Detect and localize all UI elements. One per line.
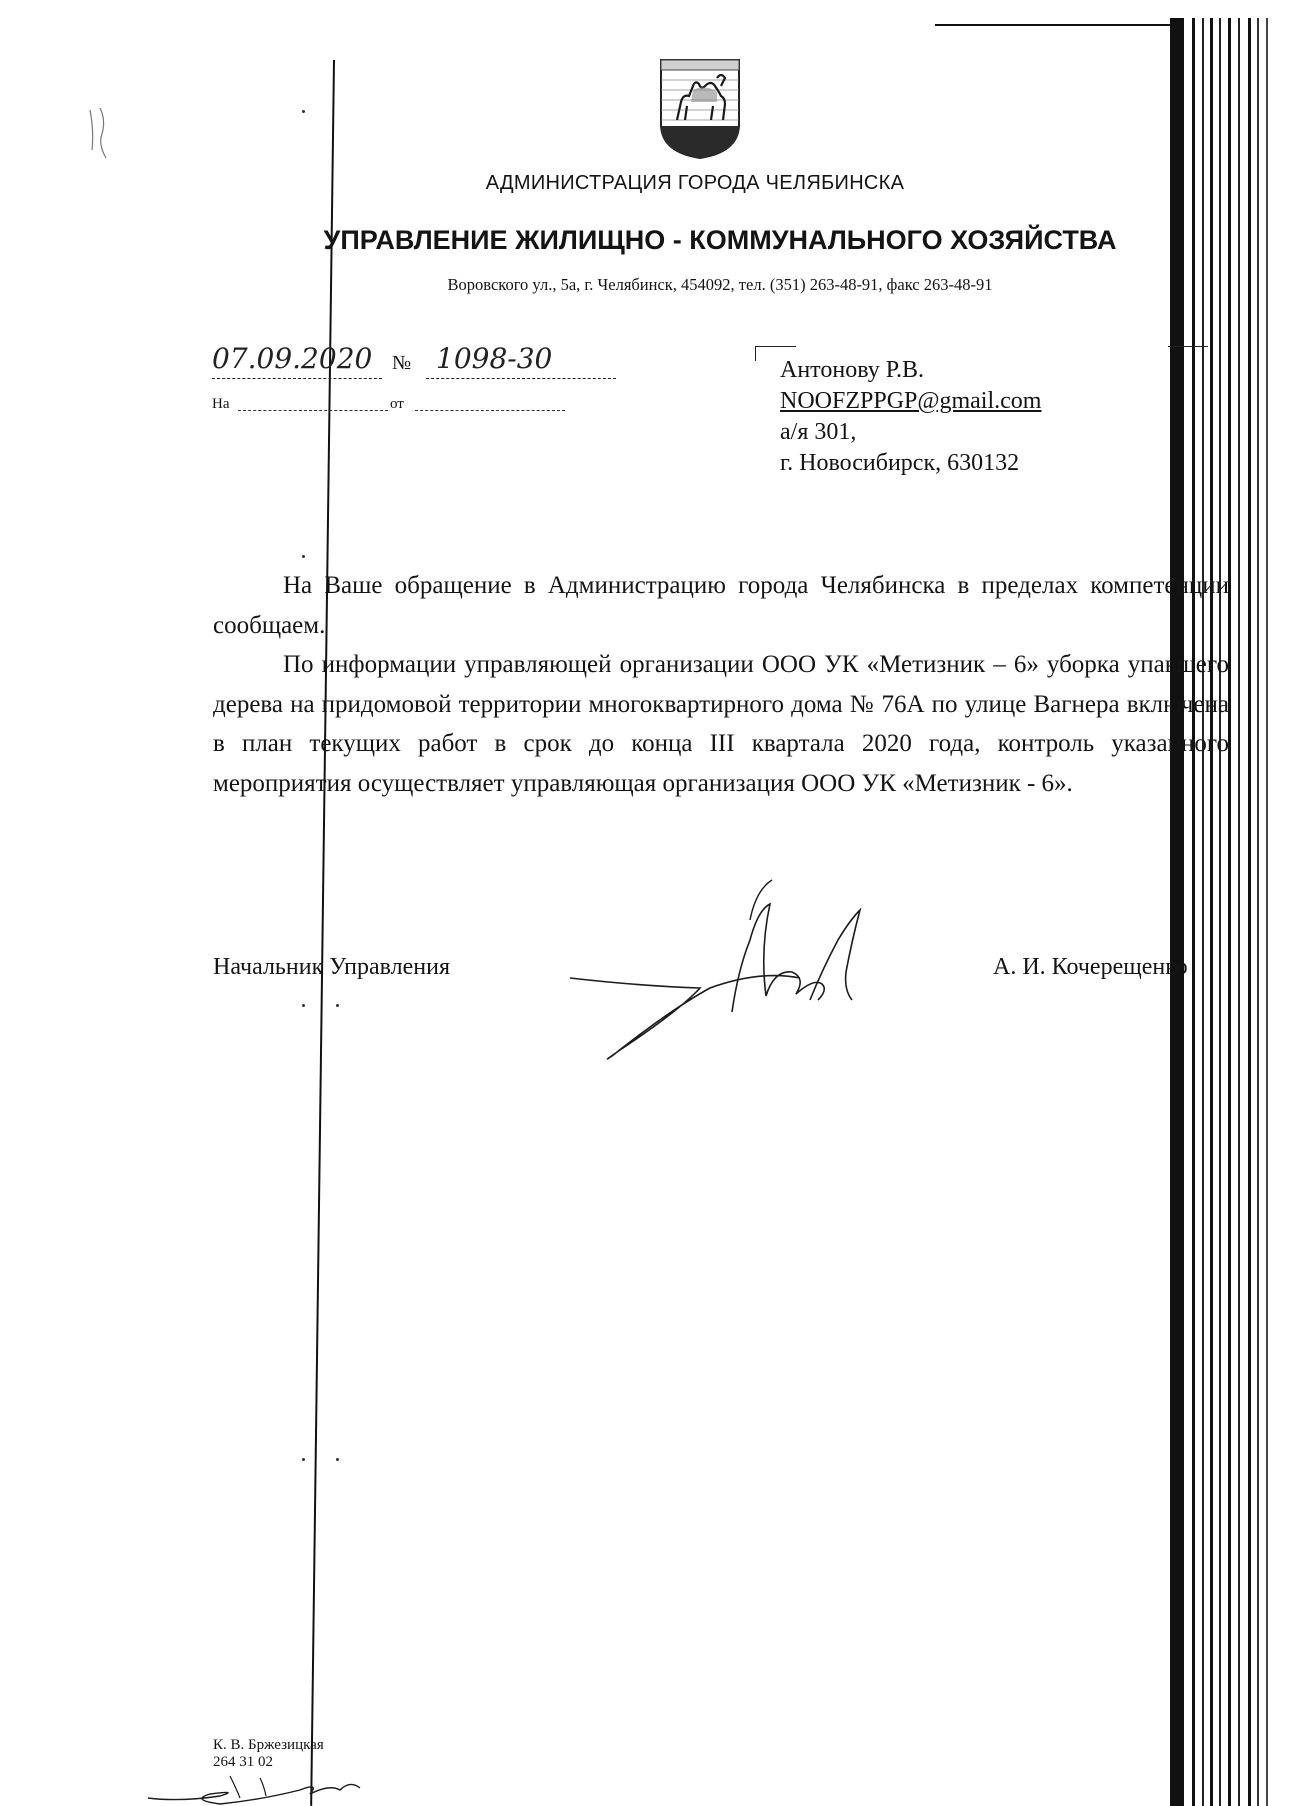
scan-artifact-right-stripes [1158,18,1278,1806]
scan-dot [302,555,305,558]
outgoing-date: 07.09.2020 [212,342,382,379]
signatory-position: Начальник Управления [213,954,450,980]
scan-dot [302,1004,305,1007]
executor-name: К. В. Бржезицкая [213,1737,324,1753]
reply-to-blank [238,410,388,411]
scan-dot [336,1458,339,1461]
reply-to-label: На [212,396,230,412]
letter-body [213,566,1229,803]
margin-handwritten-mark [80,100,120,170]
executor-initials-signature [140,1770,380,1806]
recipient-block [780,355,1041,479]
scan-dot [336,1004,339,1007]
executor-block [213,1737,324,1771]
body-paragraph: По информации управляющей организации ООО УК «Метизник – 6» уборка упавшего дерева на придомовой территории многоквартирного дома № 76А по улице Вагнера включена в план текущих работ в срок до конца III квартала 2020 года, контроль указанного мероприятия осуществляет управляющая организация ООО УК «Метизник - 6». [213,651,1229,797]
scan-artifact-vertical-line [310,60,335,1806]
recipient-city: г. Новосибирск, 630132 [780,450,1020,476]
address-corner-mark-right [1168,346,1208,361]
registration-block [212,342,612,432]
outgoing-number: 1098-30 [426,342,616,379]
recipient-email: NOOFZPPGP@gmail.com [780,388,1042,414]
recipient-name: Антонову Р.В. [780,357,925,383]
from-label: от [390,396,404,412]
body-paragraph: На Ваше обращение в Администрацию города Челябинска в пределах компетенции сообщаем. [213,572,1229,639]
recipient-po-box: а/я 301, [780,419,857,445]
department-title: УПРАВЛЕНИЕ ЖИЛИЩНО - КОММУНАЛЬНОГО ХОЗЯЙСТВА [323,225,1117,255]
scan-artifact-top-line [935,24,1175,26]
scan-dot [302,1458,305,1461]
scan-dot [302,110,305,113]
handwritten-signature [560,860,900,1070]
from-blank [415,410,565,411]
department-address: Воровского ул., 5а, г. Челябинск, 454092, тел. (351) 263-48-91, факс 263-48-91 [447,275,993,294]
administration-title: АДМИНИСТРАЦИЯ ГОРОДА ЧЕЛЯБИНСКА [485,172,905,194]
chelyabinsk-coat-of-arms-icon [655,56,745,160]
signatory-name: А. И. Кочерещенко [993,954,1188,980]
executor-phone: 264 31 02 [213,1754,273,1770]
number-label: № [392,352,412,374]
